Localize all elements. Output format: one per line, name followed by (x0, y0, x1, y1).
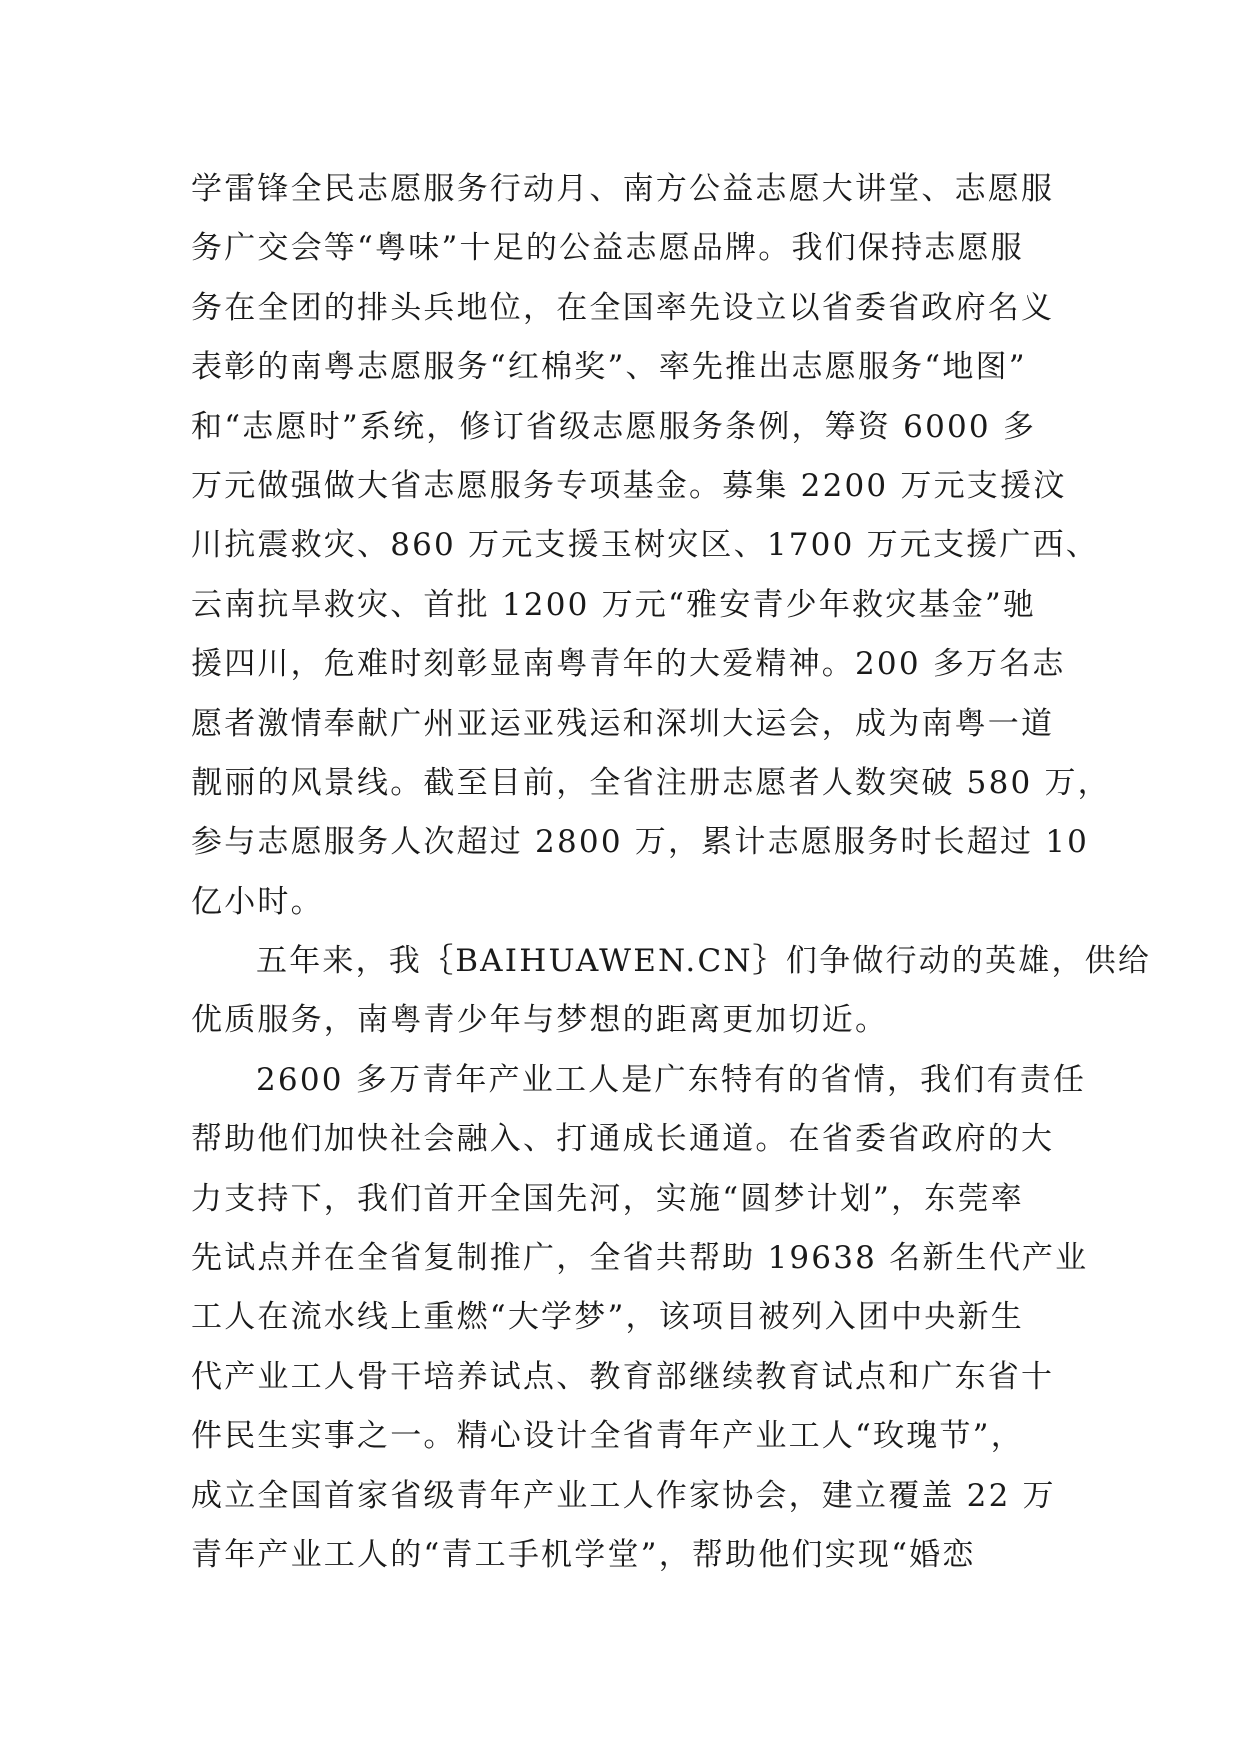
text-line: 帮助他们加快社会融入、打通成长通道。在省委省政府的大 (191, 1121, 1055, 1158)
text-line: 优质服务，南粤青少年与梦想的距离更加切近。 (191, 1002, 889, 1039)
text-line: 学雷锋全民志愿服务行动月、南方公益志愿大讲堂、志愿服 (191, 171, 1055, 207)
paragraph-young-workers (191, 1051, 1089, 1586)
text-line: 亿小时。 (191, 883, 324, 920)
text-line: 靓丽的风景线。截至目前，全省注册志愿者人数突破 580 万， (191, 764, 1111, 801)
text-line: 务广交会等“粤味”十足的公益志愿品牌。我们保持志愿服 (191, 230, 1024, 267)
text-line: 代产业工人骨干培养试点、教育部继续教育试点和广东省十 (191, 1358, 1055, 1395)
text-line: 五年来，我｛BAIHUAWEN.CN｝们争做行动的英雄，供给 (256, 943, 1152, 980)
paragraph-volunteer-service (191, 160, 1111, 932)
text-line: 力支持下，我们首开全国先河，实施“圆梦计划”，东莞率 (191, 1180, 1024, 1217)
text-line: 愿者激情奉献广州亚运亚残运和深圳大运会，成为南粤一道 (191, 705, 1055, 742)
paragraph-five-years (191, 932, 1152, 1051)
text-line: 表彰的南粤志愿服务“红棉奖”、率先推出志愿服务“地图” (191, 349, 1027, 386)
text-line: 件民生实事之一。精心设计全省青年产业工人“玫瑰节”， (191, 1418, 1024, 1455)
text-line: 工人在流水线上重燃“大学梦”，该项目被列入团中央新生 (191, 1299, 1024, 1336)
text-line: 援四川，危难时刻彰显南粤青年的大爱精神。200 多万名志 (191, 646, 1066, 683)
text-line: 万元做强做大省志愿服务专项基金。募集 2200 万元支援汶 (191, 467, 1067, 504)
text-line: 川抗震救灾、860 万元支援玉树灾区、1700 万元支援广西、 (191, 527, 1099, 564)
text-line: 先试点并在全省复制推广，全省共帮助 19638 名新生代产业 (191, 1240, 1089, 1277)
text-line: 青年产业工人的“青工手机学堂”，帮助他们实现“婚恋 (191, 1536, 976, 1573)
document-body (191, 160, 1152, 1585)
text-line: 云南抗旱救灾、首批 1200 万元“雅安青少年救灾基金”驰 (191, 586, 1037, 623)
text-line: 2600 多万青年产业工人是广东特有的省情，我们有责任 (256, 1061, 1087, 1098)
text-line: 和“志愿时”系统，修订省级志愿服务条例，筹资 6000 多 (191, 408, 1037, 445)
text-line: 参与志愿服务人次超过 2800 万，累计志愿服务时长超过 10 (191, 824, 1090, 861)
text-line: 成立全国首家省级青年产业工人作家协会，建立覆盖 22 万 (191, 1477, 1056, 1514)
text-line: 务在全团的排头兵地位，在全国率先设立以省委省政府名义 (191, 289, 1055, 326)
